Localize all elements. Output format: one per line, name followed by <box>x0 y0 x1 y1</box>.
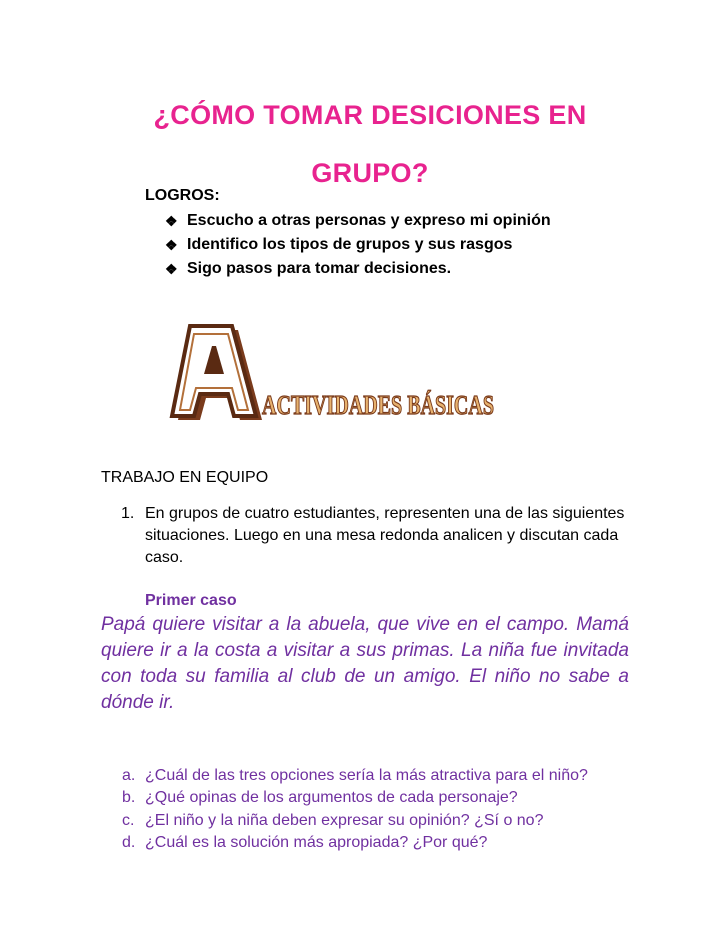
case-story: Papá quiere visitar a la abuela, que vive en el campo. Mamá quiere ir a la costa a visitar a sus primas. La niña fue invitada con toda su familia al club de un amigo. El niño no sabe a dónde ir. <box>101 614 629 713</box>
question-letter: a. <box>122 767 136 784</box>
banner-text: ACTIVIDADES BÁSICAS <box>262 390 494 420</box>
question-letter: c. <box>122 811 135 829</box>
list-item-text: Sigo pasos para tomar decisiones. <box>187 260 452 277</box>
question-letter: d. <box>122 833 136 851</box>
question-letter: b. <box>122 789 136 807</box>
diamond-bullet-icon: ❖ <box>165 237 178 253</box>
title-line-2: GRUPO? <box>311 158 429 188</box>
question-text: ¿Cuál de las tres opciones sería la más atractiva para el niño? <box>145 767 588 784</box>
section-heading: TRABAJO EN EQUIPO <box>101 469 269 486</box>
list-item <box>165 209 551 233</box>
list-item-text: Escucho a otras personas y expreso mi opinión <box>187 212 551 229</box>
list-item-text: Identifico los tipos de grupos y sus rasgos <box>187 236 513 253</box>
big-letter-a-icon <box>172 326 262 420</box>
logros-list <box>165 209 551 281</box>
task-item <box>121 503 641 569</box>
question-item <box>122 787 588 809</box>
list-item <box>165 257 551 281</box>
task-number: 1. <box>121 505 135 522</box>
question-item <box>122 810 588 832</box>
question-item <box>122 832 588 854</box>
case-heading: Primer caso <box>145 592 237 609</box>
question-text: ¿El niño y la niña deben expresar su opinión? ¿Sí o no? <box>145 811 544 829</box>
task-text: En grupos de cuatro estudiantes, representen una de las siguientes situaciones. Luego en una mesa redonda analicen y discutan cada caso. <box>145 505 625 566</box>
activities-banner <box>160 318 500 428</box>
list-item <box>165 233 551 257</box>
diamond-bullet-icon: ❖ <box>165 213 178 229</box>
questions-list <box>122 765 588 854</box>
activities-banner-graphic <box>160 318 500 428</box>
question-text: ¿Cuál es la solución más apropiada? ¿Por qué? <box>145 833 488 851</box>
logros-heading: LOGROS: <box>145 187 220 204</box>
diamond-bullet-icon: ❖ <box>165 261 178 277</box>
page-title <box>100 86 640 202</box>
title-line-1: ¿CÓMO TOMAR DESICIONES EN <box>153 100 587 130</box>
question-text: ¿Qué opinas de los argumentos de cada personaje? <box>145 789 518 807</box>
question-item <box>122 765 588 787</box>
